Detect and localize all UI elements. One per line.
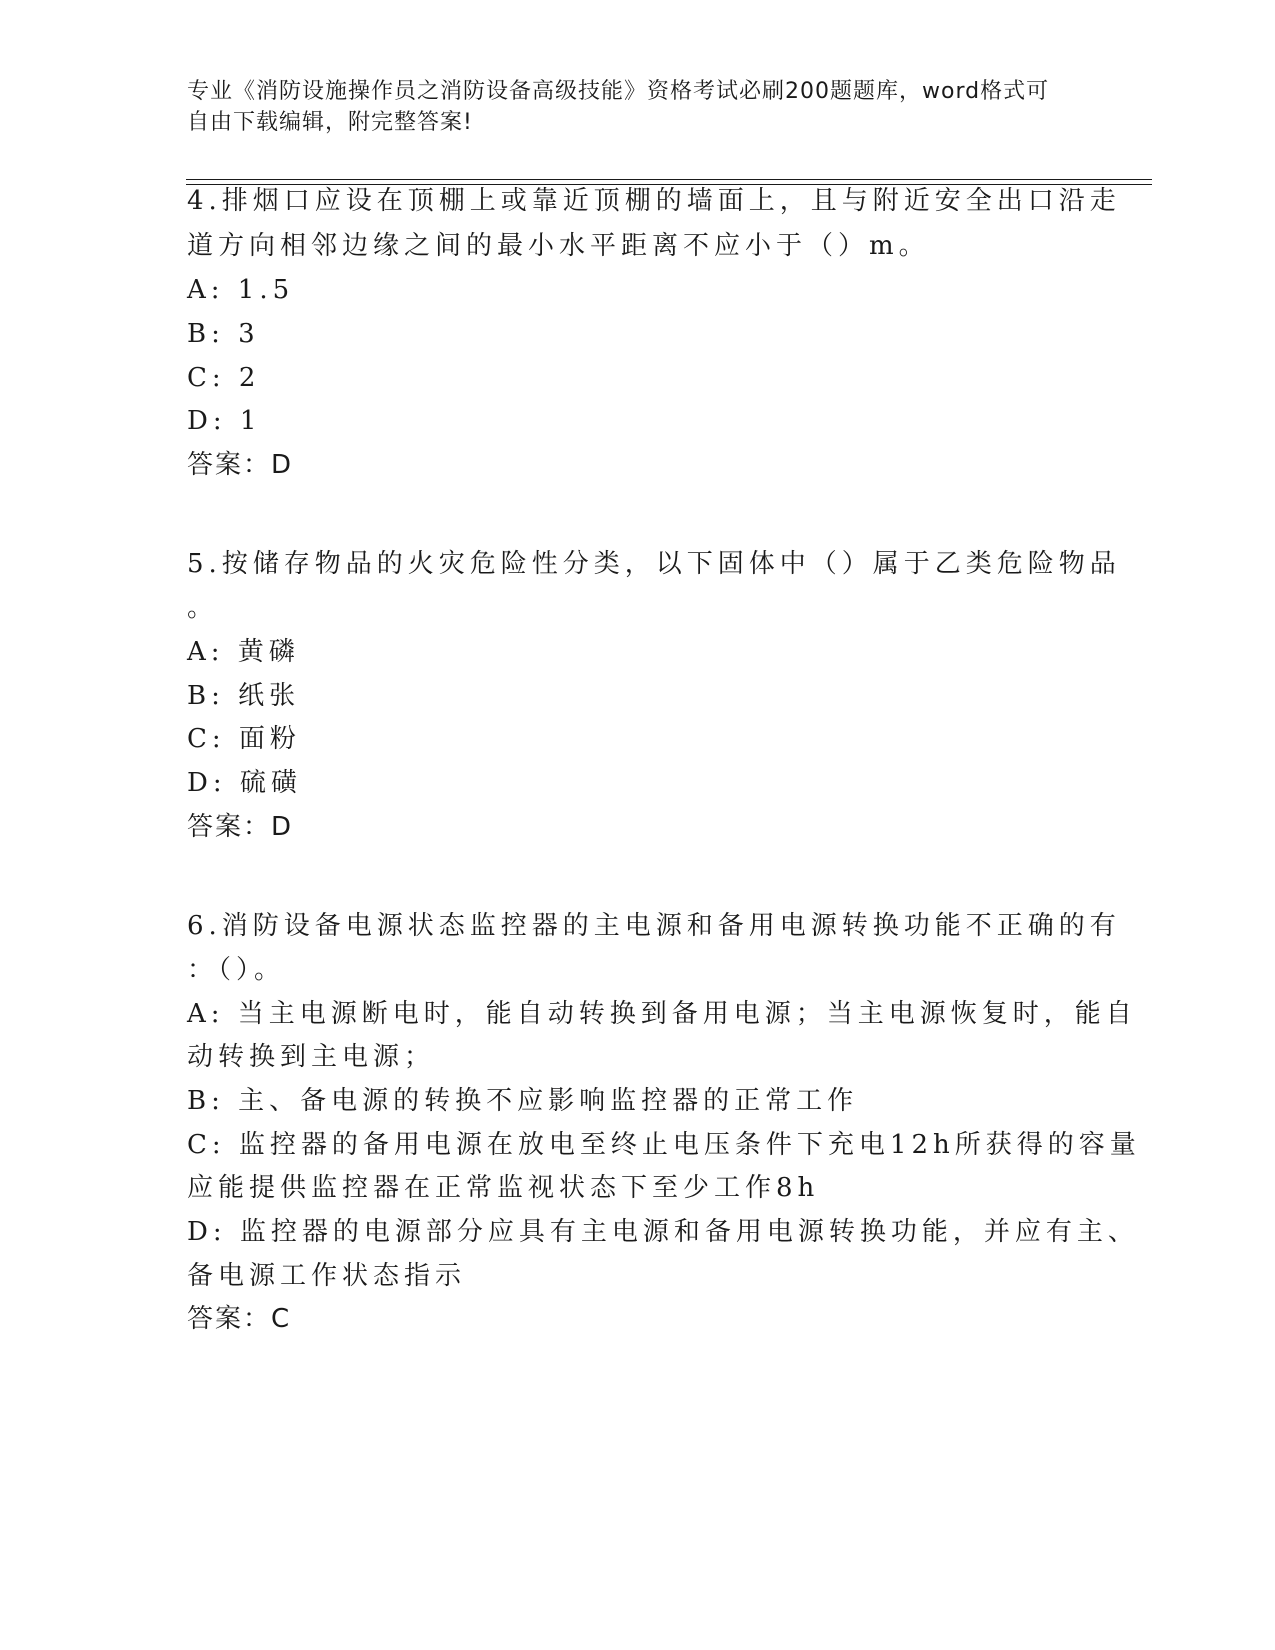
- question-6-option-c-line-1: C: 监控器的备用电源在放电至终止电压条件下充电12h所获得的容量: [187, 1130, 1141, 1160]
- question-4-option-b: B: 3: [187, 319, 260, 349]
- question-4-option-d: D: 1: [187, 406, 262, 436]
- question-5-option-a: A: 黄磷: [187, 637, 300, 667]
- question-4-stem-line-1: 4.排烟口应设在顶棚上或靠近顶棚的墙面上，且与附近安全出口沿走: [187, 186, 1121, 216]
- question-6-option-c-line-2: 应能提供监控器在正常监视状态下至少工作8h: [187, 1173, 820, 1203]
- header-divider-top: [186, 179, 1152, 180]
- question-5-stem-line-2: 。: [187, 593, 219, 623]
- question-4-option-a: A: 1.5: [187, 275, 295, 305]
- question-5-stem-line-1: 5.按储存物品的火灾危险性分类，以下固体中（）属于乙类危险物品: [187, 549, 1121, 579]
- question-6-option-b: B: 主、备电源的转换不应影响监控器的正常工作: [187, 1086, 859, 1116]
- question-4-answer: 答案：D: [187, 450, 294, 480]
- question-6-stem-line-2: ：（）。: [187, 955, 286, 985]
- question-6-stem-line-1: 6.消防设备电源状态监控器的主电源和备用电源转换功能不正确的有: [187, 911, 1121, 941]
- question-5-answer: 答案：D: [187, 812, 294, 842]
- question-4-stem-line-2: 道方向相邻边缘之间的最小水平距离不应小于（）m。: [187, 231, 930, 261]
- question-6-answer: 答案：C: [187, 1304, 292, 1334]
- question-6-option-d-line-1: D: 监控器的电源部分应具有主电源和备用电源转换功能，并应有主、: [187, 1217, 1139, 1247]
- question-6-option-d-line-2: 备电源工作状态指示: [187, 1261, 467, 1291]
- document-header: 专业《消防设施操作员之消防设备高级技能》资格考试必刷200题题库，word格式可自由下载编辑，附完整答案!: [187, 79, 1050, 135]
- question-5-option-c: C: 面粉: [187, 724, 301, 754]
- question-6-option-a-line-1: A: 当主电源断电时，能自动转换到备用电源；当主电源恢复时，能自: [187, 999, 1137, 1029]
- question-4-option-c: C: 2: [187, 363, 261, 393]
- question-5-option-d: D: 硫磺: [187, 768, 302, 798]
- question-6-option-a-line-2: 动转换到主电源；: [187, 1042, 436, 1072]
- question-5-option-b: B: 纸张: [187, 681, 301, 711]
- header-divider-bottom: [186, 184, 1152, 185]
